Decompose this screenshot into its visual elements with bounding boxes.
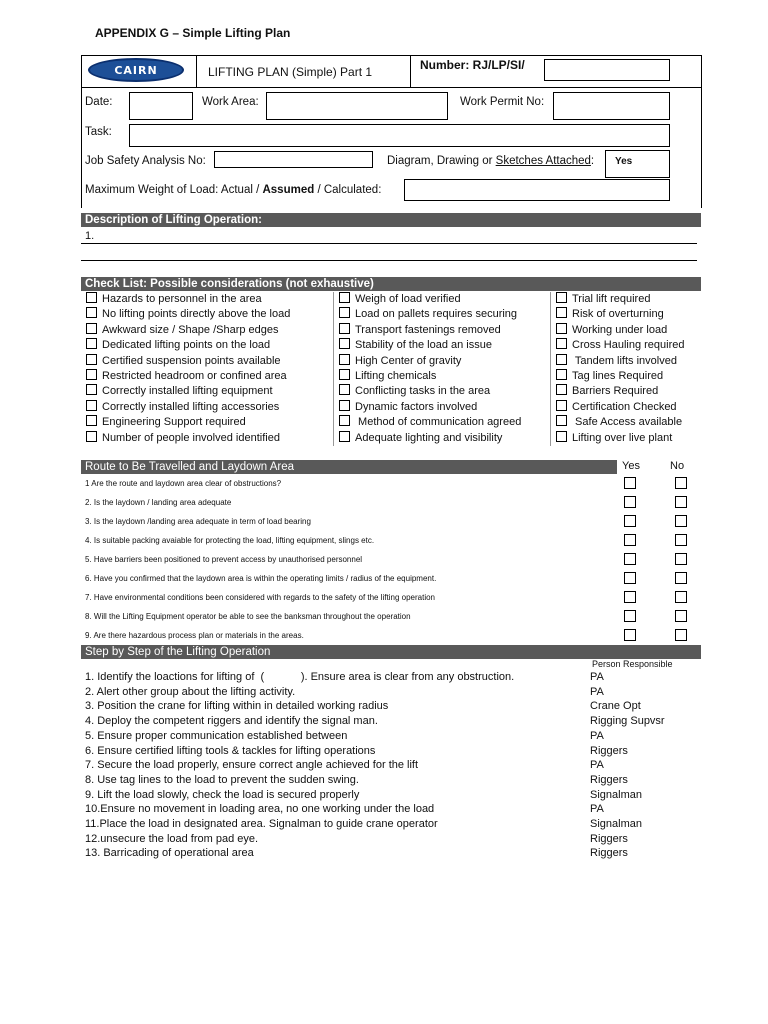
document-title: APPENDIX G – Simple Lifting Plan (95, 26, 291, 40)
checklist-item (556, 307, 685, 322)
checklist-item-label: High Center of gravity (355, 354, 462, 367)
checklist-checkbox[interactable] (556, 369, 567, 380)
header-divider (81, 87, 701, 88)
route-yes-checkbox[interactable] (624, 629, 636, 641)
work-permit-label: Work Permit No: (460, 96, 545, 108)
step-text: 6. Ensure certified lifting tools & tackles for lifting operations (85, 744, 376, 757)
checklist-item (556, 415, 685, 430)
step-text: 3. Position the crane for lifting within in detailed working radius (85, 700, 389, 713)
checklist-checkbox[interactable] (339, 307, 350, 318)
checklist-item-label: Correctly installed lifting equipment (102, 385, 273, 398)
checklist-item-label: Dynamic factors involved (355, 400, 478, 413)
checklist-item-label: Cross Hauling required (572, 339, 685, 352)
route-yes-checkbox[interactable] (624, 477, 636, 489)
checklist-divider-1 (333, 292, 334, 446)
checklist-item-label: Adequate lighting and visibility (355, 431, 503, 444)
checklist-checkbox[interactable] (86, 354, 97, 365)
checklist-divider-2 (550, 292, 551, 446)
checklist-item-label: Certification Checked (572, 400, 677, 413)
checklist-item (86, 307, 290, 322)
checklist-checkbox[interactable] (86, 338, 97, 349)
route-yes-checkbox[interactable] (624, 572, 636, 584)
route-question: 1 Are the route and laydown area clear of obstructions? (85, 479, 282, 488)
checklist-item (339, 338, 521, 353)
step-text: 7. Secure the load properly, ensure correct angle achieved for the lift (85, 759, 419, 772)
step-text: 9. Lift the load slowly, check the load is secured properly (85, 788, 360, 801)
checklist-item (339, 354, 521, 369)
header-left-rule (81, 55, 82, 208)
step-text: 1. Identify the loactions for lifting of ( ). Ensure area is clear from any obstruction. (85, 671, 515, 683)
route-yes-checkbox[interactable] (624, 553, 636, 565)
checklist-item (86, 369, 290, 384)
checklist-item-label: Trial lift required (572, 293, 651, 305)
checklist-item (86, 338, 290, 353)
route-no-checkbox[interactable] (675, 572, 687, 584)
checklist-item (556, 323, 685, 338)
jsa-field[interactable] (214, 151, 373, 168)
checklist-item-label: Load on pallets requires securing (355, 308, 518, 321)
header-top-rule (81, 55, 701, 56)
checklist-item-label: Stability of the load an issue (355, 339, 492, 352)
checklist-checkbox[interactable] (339, 354, 350, 365)
checklist-item (86, 384, 290, 399)
description-line-2 (81, 260, 697, 261)
number-label: Number: RJ/LP/SI/ (420, 58, 525, 72)
checklist-item (86, 431, 290, 446)
diagram-label-suffix: : (590, 155, 595, 167)
checklist-checkbox[interactable] (556, 384, 567, 395)
checklist-item-label: Lifting over live plant (572, 431, 673, 444)
route-header: Route to Be Travelled and Laydown Area (81, 460, 617, 474)
checklist-item (86, 354, 290, 369)
checklist-checkbox[interactable] (556, 354, 567, 365)
step-text: 13. Barricading of operational area (85, 847, 254, 860)
checklist-checkbox[interactable] (86, 307, 97, 318)
checklist-checkbox[interactable] (556, 400, 567, 411)
step-responsible: PA (590, 671, 604, 683)
checklist-checkbox[interactable] (86, 400, 97, 411)
checklist-item-label: Transport fastenings removed (355, 323, 501, 336)
step-responsible: Signalman (590, 818, 642, 830)
description-header: Description of Lifting Operation: (81, 213, 701, 227)
route-yes-checkbox[interactable] (624, 496, 636, 508)
checklist-item (86, 400, 290, 415)
step-responsible: PA (590, 803, 604, 816)
checklist-checkbox[interactable] (339, 323, 350, 334)
checklist-item-label: Conflicting tasks in the area (355, 385, 491, 398)
max-weight-prefix: Maximum Weight of Load: Actual / (85, 184, 263, 196)
description-line-number: 1. (85, 230, 95, 242)
route-question: 5. Have barriers been positioned to prevent access by unauthorised personnel (85, 555, 363, 564)
route-question: 8. Will the Lifting Equipment operator be able to see the banksman throughout the operation (85, 612, 411, 621)
checklist-item-label: Method of communication agreed (355, 416, 522, 429)
route-yes-checkbox[interactable] (624, 591, 636, 603)
checklist-item-label: Dedicated lifting points on the load (102, 339, 271, 352)
title-divider (410, 55, 411, 87)
route-yes-checkbox[interactable] (624, 515, 636, 527)
step-text: 5. Ensure proper communication established between (85, 729, 348, 742)
checklist-item (556, 369, 685, 384)
checklist-item-label: Barriers Required (572, 385, 659, 398)
checklist-checkbox[interactable] (339, 369, 350, 380)
route-no-checkbox[interactable] (675, 629, 687, 641)
date-field[interactable] (129, 92, 193, 120)
checklist-checkbox[interactable] (86, 384, 97, 395)
checklist-item-label: Awkward size / Shape /Sharp edges (102, 323, 279, 336)
checklist-item-label: Restricted headroom or confined area (102, 369, 287, 382)
checklist-item-label: Tag lines Required (572, 369, 664, 382)
checklist-item (339, 384, 521, 399)
checklist-checkbox[interactable] (339, 431, 350, 442)
step-responsible: Riggers (590, 744, 628, 757)
step-text: 12.unsecure the load from pad eye. (85, 832, 259, 845)
task-field[interactable] (129, 124, 670, 147)
route-no-checkbox[interactable] (675, 610, 687, 622)
checklist-checkbox[interactable] (556, 323, 567, 334)
diagram-label-link: Sketches Attached (495, 155, 591, 167)
checklist-item-label: Correctly installed lifting accessories (102, 400, 280, 413)
step-text: 2. Alert other group about the lifting activity. (85, 685, 296, 698)
checklist-item (339, 431, 521, 446)
route-no-checkbox[interactable] (675, 591, 687, 603)
checklist-item-label: Certified suspension points available (102, 354, 281, 367)
diagram-value: Yes (615, 156, 633, 167)
checklist-item (339, 323, 521, 338)
checklist-checkbox[interactable] (556, 307, 567, 318)
route-yes-checkbox[interactable] (624, 534, 636, 546)
work-permit-field[interactable] (553, 92, 670, 120)
step-responsible: PA (590, 685, 604, 698)
checklist-item (86, 415, 290, 430)
checklist-header: Check List: Possible considerations (not exhaustive) (81, 277, 701, 291)
route-question: 4. Is suitable packing avaiable for protecting the load, lifting equipment, slings etc. (85, 536, 375, 545)
checklist-item-label: Number of people involved identified (102, 431, 280, 444)
checklist-checkbox[interactable] (339, 292, 350, 303)
checklist-column-1 (86, 292, 290, 446)
checklist-item (556, 384, 685, 399)
checklist-item-label: Engineering Support required (102, 416, 246, 429)
step-responsible: Rigging Supvsr (590, 715, 665, 728)
step-text: 8. Use tag lines to the load to prevent the sudden swing. (85, 773, 359, 786)
work-area-field[interactable] (266, 92, 448, 120)
step-responsible: Signalman (590, 788, 642, 801)
checklist-checkbox[interactable] (86, 415, 97, 426)
description-line-1 (81, 243, 697, 244)
steps-header: Step by Step of the Lifting Operation (81, 645, 701, 659)
step-text: 10.Ensure no movement in loading area, no one working under the load (85, 803, 435, 816)
step-text: 11.Place the load in designated area. Signalman to guide crane operator (85, 818, 438, 830)
route-question: 9. Are there hazardous process plan or materials in the areas. (85, 631, 304, 640)
max-weight-field[interactable] (404, 179, 670, 201)
step-responsible: Crane Opt (590, 700, 641, 713)
route-yes-label: Yes (622, 460, 640, 472)
date-label: Date: (85, 96, 113, 108)
logo-text: CAIRN (114, 63, 158, 77)
route-question: 7. Have environmental conditions been considered with regards to the safety of the lifting operation (85, 593, 435, 602)
checklist-item (339, 369, 521, 384)
task-label: Task: (85, 126, 112, 138)
checklist-item (86, 323, 290, 338)
checklist-item (339, 307, 521, 322)
checklist-checkbox[interactable] (86, 323, 97, 334)
checklist-item-label: No lifting points directly above the load (102, 308, 291, 321)
checklist-item (339, 415, 521, 430)
diagram-field[interactable] (605, 150, 670, 178)
checklist-item (556, 400, 685, 415)
diagram-label-prefix: Diagram, Drawing or (387, 155, 496, 167)
checklist-column-3 (556, 292, 685, 446)
checklist-item-label: Tandem lifts involved (572, 354, 677, 367)
route-no-checkbox[interactable] (675, 515, 687, 527)
max-weight-bold: Assumed (262, 184, 315, 196)
step-responsible: Riggers (590, 847, 628, 860)
route-no-label: No (670, 460, 685, 472)
checklist-item (556, 292, 685, 307)
checklist-item-label: Hazards to personnel in the area (102, 293, 262, 305)
checklist-checkbox[interactable] (556, 415, 567, 426)
number-field[interactable] (544, 59, 670, 81)
checklist-item-label: Weigh of load verified (355, 293, 461, 305)
checklist-item (86, 292, 290, 307)
checklist-item (339, 292, 521, 307)
route-question: 3. Is the laydown /landing area adequate in term of load bearing (85, 517, 311, 526)
route-question: 6. Have you confirmed that the laydown area is within the operating limits / radius of the equipment. (85, 574, 437, 583)
person-responsible-label: Person Responsible (592, 659, 673, 669)
checklist-column-2 (339, 292, 521, 446)
route-yes-checkbox[interactable] (624, 610, 636, 622)
checklist-checkbox[interactable] (339, 415, 350, 426)
route-no-checkbox[interactable] (675, 534, 687, 546)
step-text: 4. Deploy the competent riggers and identify the signal man. (85, 715, 378, 728)
route-no-checkbox[interactable] (675, 496, 687, 508)
logo-divider (196, 55, 197, 87)
cairn-logo (88, 58, 184, 82)
diagram-label (387, 155, 594, 167)
work-area-label: Work Area: (202, 96, 259, 108)
checklist-checkbox[interactable] (86, 292, 97, 303)
step-responsible: Riggers (590, 832, 628, 845)
checklist-item (339, 400, 521, 415)
checklist-checkbox[interactable] (556, 431, 567, 442)
max-weight-label (85, 184, 381, 196)
checklist-checkbox[interactable] (339, 384, 350, 395)
step-responsible: PA (590, 729, 604, 742)
checklist-item (556, 354, 685, 369)
route-no-checkbox[interactable] (675, 553, 687, 565)
checklist-checkbox[interactable] (339, 400, 350, 411)
step-responsible: PA (590, 759, 604, 772)
step-responsible: Riggers (590, 773, 628, 786)
form-title: LIFTING PLAN (Simple) Part 1 (208, 65, 373, 79)
checklist-checkbox[interactable] (556, 338, 567, 349)
checklist-item (556, 338, 685, 353)
checklist-item (556, 431, 685, 446)
route-no-checkbox[interactable] (675, 477, 687, 489)
max-weight-suffix: / Calculated: (314, 184, 382, 196)
header-right-rule (701, 55, 702, 208)
checklist-item-label: Working under load (572, 323, 668, 336)
checklist-checkbox[interactable] (86, 369, 97, 380)
checklist-checkbox[interactable] (556, 292, 567, 303)
checklist-item-label: Lifting chemicals (355, 369, 437, 382)
checklist-checkbox[interactable] (339, 338, 350, 349)
checklist-item-label: Risk of overturning (572, 308, 664, 321)
checklist-checkbox[interactable] (86, 431, 97, 442)
route-question: 2. Is the laydown / landing area adequate (85, 498, 232, 507)
jsa-label: Job Safety Analysis No: (85, 155, 206, 167)
checklist-item-label: Safe Access available (572, 416, 683, 429)
